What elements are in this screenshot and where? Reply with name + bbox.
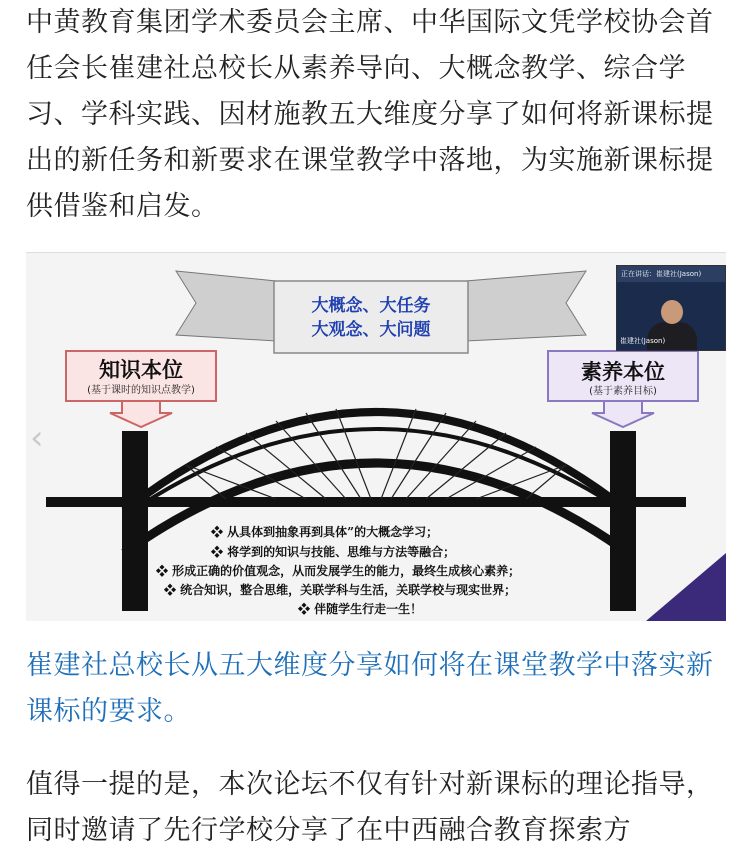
bullet-1: ❖ 从具体到抽象再到具体”的大概念学习； [211, 525, 439, 539]
prev-slide-arrow-icon[interactable]: ‹ [30, 418, 44, 458]
right-box-sub: (基于素养目标) [589, 386, 657, 397]
left-box-title: 知识本位 [99, 358, 183, 382]
video-header-bar [617, 266, 725, 282]
banner-line-2: 大观念、大问题 [311, 320, 431, 340]
left-box-sub: (基于课时的知识点教学) [87, 385, 195, 396]
article-paragraph-1: 中黄教育集团学术委员会主席、中华国际文凭学校协会首任会长崔建社总校长从素养导向、大概念教学、综合学习、学科实践、因材施教五大维度分享了如何将新课标提出的新任务和新要求在课堂教学中落地，为实施新课标提供借鉴和启发。 [26, 7, 714, 222]
bullet-5: ❖ 伴随学生行走一生！ [298, 602, 423, 616]
article-paragraph-2: 值得一提的是，本次论坛不仅有针对新课标的理论指导，同时邀请了先行学校分享了在中西融合教育探索方 [26, 769, 714, 846]
video-header-text: 正在讲话：崔建社(Jason) [621, 270, 702, 278]
bullet-2: ❖ 将学到的知识与技能、思维与方法等融合； [211, 545, 456, 559]
right-box-title: 素养本位 [581, 360, 665, 384]
bullet-3: ❖ 形成正确的价值观念，从而发展学生的能力，最终生成核心素养； [156, 564, 521, 578]
speaker-video [616, 265, 726, 351]
banner-line-1: 大概念、大任务 [311, 296, 431, 316]
video-name-label: 崔建社(Jason) [620, 337, 666, 345]
image-caption: 崔建社总校长从五大维度分享如何将在课堂教学中落实新课标的要求。 [26, 650, 714, 727]
bullet-4: ❖ 统合知识，整合思维，关联学科与生活，关联学校与现实世界； [164, 583, 517, 597]
slide-image [26, 252, 726, 621]
speaker-head [661, 300, 683, 324]
